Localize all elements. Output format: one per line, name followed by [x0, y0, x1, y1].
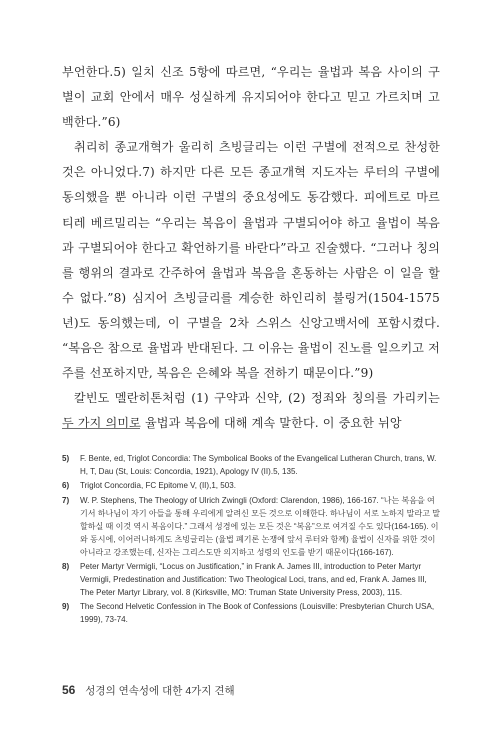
- footnote: [62, 494, 440, 559]
- main-text: [62, 60, 440, 436]
- footnote-separator: [62, 428, 140, 429]
- page-number: 56: [62, 683, 76, 697]
- footnote: [62, 452, 440, 478]
- footnote-number: 5): [62, 454, 70, 463]
- footnote-number: 6): [62, 481, 70, 491]
- footnote-number: 8): [62, 561, 70, 571]
- footnote-number: 7): [62, 495, 70, 505]
- footnotes: [62, 452, 440, 627]
- body-paragraph: 부언한다.5) 일치 신조 5항에 따르면, “우리는 율법과 복음 사이의 구별이 교회 안에서 매우 성실하게 유지되어야 한다고 믿고 가르치며 고백한다.”6): [62, 65, 440, 130]
- footnote: [62, 560, 440, 599]
- body-paragraph: 취리히 종교개혁가 울리히 츠빙글리는 이런 구별에 전적으로 찬성한 것은 아니었다.7) 하지만 다른 모든 종교개혁 지도자는 루터의 구별에 동의했을 뿐 아니라 이런 구별의 중요성에도 동감했다. 피에트로 마르티레 베르밀리는 “우리는 복음이 율법과 구별되어야 하고 율법이 복음과 구별되어야 한다고 확언하기를 바란다”라고 진술했다. “그러나 칭의를 행위의 결과로 간주하여 율법과 복음을 혼동하는 사람은 이 일을 할 수 없다.”8) 심지어 츠빙글리를 계승한 하인리히 불링거(1504-1575년)도 동의했는데, 이 구별을 2차 스위스 신앙고백서에 포함시켰다. “복음은 참으로 율법과 반대된다. 그 이유는 율법이 진노를 일으키고 저주를 선포하지만, 복음은 은혜와 복을 전하기 때문이다.”9): [62, 140, 440, 381]
- running-title: 성경의 연속성에 대한 4가지 견해: [85, 685, 235, 697]
- footnote-text: W. P. Stephens, The Theology of Ulrich Zwingli (Oxford: Clarendon, 1986), 166-167. “나는 복음을 여기서 하나님이 자기 아들을 통해 우리에게 알려신 모든 것으로 이해한다. 하나님이 서로 노하지 말라고 말할하실 때 이것 역시 복음이다.” 그래서 성경에 있는 모든 것은 “복음”으로 여겨질 수도 있다(164-165). 이와 동시에, 이어러니하게도 츠빙글리는 (율법 폐기론 논쟁에 앞서 루터와 함께) 율법이 신자를 위한 것이 아니라고 강조했는데, 신자는 그리스도만 의지하고 성령의 인도를 받기 때문이다(166-167).: [80, 495, 441, 557]
- footnote-text: Peter Martyr Vermigli, “Locus on Justification,” in Frank A. James III, introduction to Peter Martyr Vermigli, Predestination and Justification: Two Theological Loci, trans, and ed, Frank A. James III, The Peter Martyr Library, vol. 8 (Kirksville, MO: Truman State University Press, 2003), 115.: [80, 561, 427, 597]
- footnote-text: F. Bente, ed, Triglot Concordia: The Symbolical Books of the Evangelical Lutheran Church, trans, W. H, T, Dau (St, Louis: Concordia, 1921), Apology IV (II).5, 135.: [80, 454, 437, 476]
- footnote-text: The Second Helvetic Confession in The Book of Confessions (Louisville: Presbyterian Church USA, 1999), 73-74.: [80, 602, 435, 625]
- page-footer: [62, 683, 235, 698]
- footnote-number: 9): [62, 602, 70, 612]
- footnote: [62, 479, 440, 492]
- footnote-text: Triglot Concordia, FC Epitome V, (II),1, 503.: [80, 481, 236, 491]
- body-paragraph: 칼빈도 멜란히톤처럼 (1) 구약과 신약, (2) 정죄와 칭의를 가리키는 두 가지 의미로 율법과 복음에 대해 계속 말한다. 이 중요한 뉘앙: [62, 391, 440, 431]
- footnote: [62, 600, 440, 626]
